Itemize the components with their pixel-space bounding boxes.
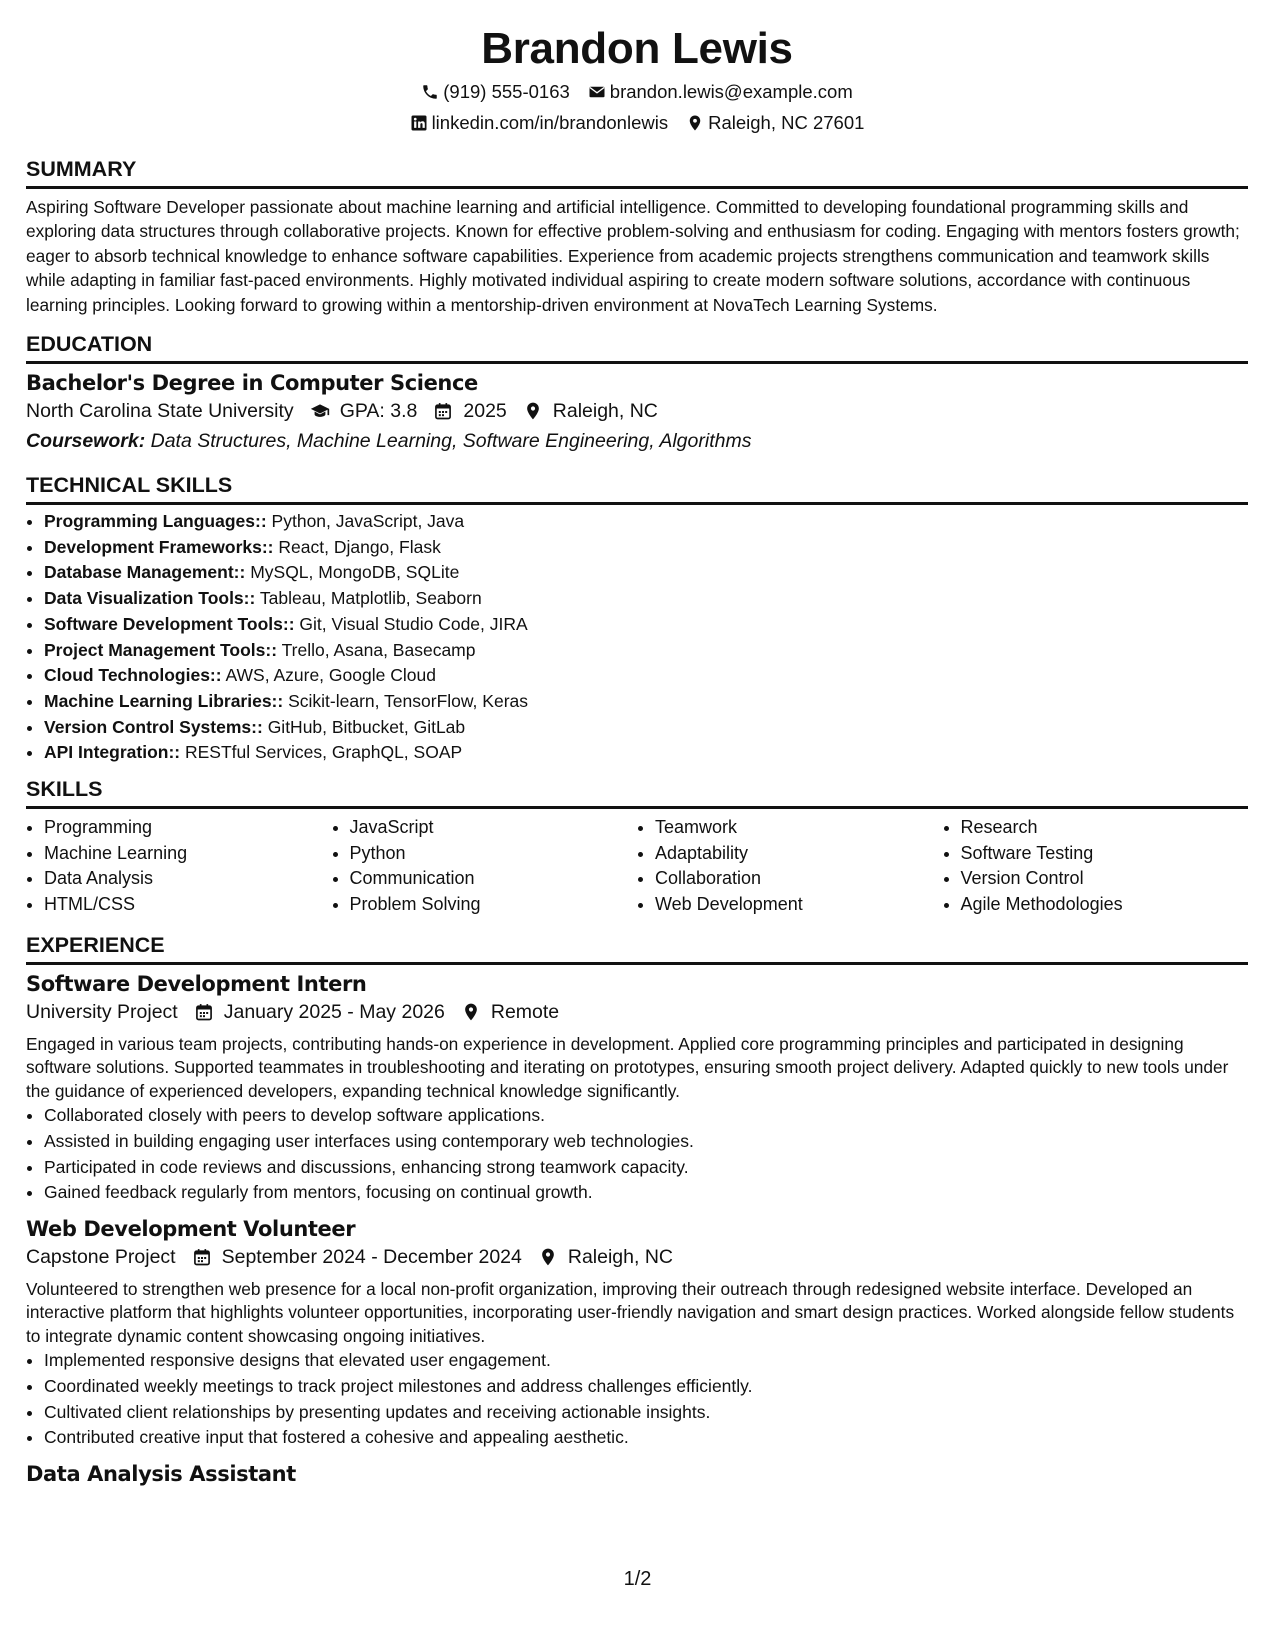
location-pin-icon (523, 401, 543, 421)
list-item: • Communication (350, 866, 638, 892)
page-number: 1/2 (623, 1568, 652, 1590)
experience-bullets (26, 1103, 1248, 1206)
calendar-icon (433, 401, 453, 421)
education-meta (26, 396, 1248, 426)
experience-bullets (26, 1348, 1248, 1451)
graduation-cap-icon (310, 401, 330, 421)
linkedin-icon (410, 114, 428, 132)
location-pin-icon (461, 1002, 481, 1022)
education-location: Raleigh, NC (552, 400, 658, 423)
summary-text: Aspiring Software Developer passionate about machine learning and artificial intelligence. Committed to developing foundational programming skills and exploring data structures through collaborative projects. Known for effective problem-solving and enthusiasm for coding. Engaging with mentors fosters growth; eager to absorb technical knowledge to enhance software capabilities. Experience from academic projects strengthens communication and teamwork skills while adapting in familiar fast-paced environments. Highly motivated individual aspiring to create modern software solutions, accordance with continuous learning principles. Looking forward to growing within a mentorship-driven environment at NovaTech Learning Systems. (26, 197, 1240, 315)
coursework-list: Data Structures, Machine Learning, Software Engineering, Algorithms (150, 430, 752, 453)
organization: University Project (26, 1000, 178, 1023)
list-item (44, 663, 1248, 689)
list-item: • Agile Methodologies (961, 892, 1249, 918)
phone-icon (421, 83, 439, 101)
list-item: • Version Control (961, 866, 1249, 892)
skill-label: Database Management:: (44, 562, 246, 583)
experience-meta (26, 997, 1248, 1027)
list-item: • JavaScript (350, 815, 638, 841)
resume-page (26, 22, 1248, 1487)
experience-description: Volunteered to strengthen web presence for a local non-profit organization, improving their outreach through redesigned website interface. Developed an interactive platform that highlights volunteer opportunities, incorporating user-friendly navigation and smart design practices. Worked alongside fellow students to integrate dynamic content showcasing ongoing initiatives. (26, 1278, 1235, 1346)
skill-label: Development Frameworks:: (44, 536, 274, 557)
school-name: North Carolina State University (26, 400, 294, 423)
list-item: • Collaborated closely with peers to develop software applications. (44, 1103, 1248, 1129)
role-title: Software Development Intern (26, 971, 367, 996)
coursework-line (26, 426, 1248, 456)
list-item (44, 689, 1248, 715)
list-item: • Programming (44, 815, 332, 841)
candidate-name: Brandon Lewis (481, 24, 793, 73)
list-item: • Participated in code reviews and discussions, enhancing strong teamwork capacity. (44, 1155, 1248, 1181)
skill-label: Machine Learning Libraries:: (44, 690, 284, 711)
contact-phone (421, 81, 570, 103)
skills-column (26, 815, 332, 918)
skill-value: Tableau, Matplotlib, Seaborn (259, 588, 482, 609)
list-item (44, 509, 1248, 535)
degree-title: Bachelor's Degree in Computer Science (26, 371, 478, 396)
skill-value: GitHub, Bitbucket, GitLab (267, 716, 466, 737)
list-item: • HTML/CSS (44, 892, 332, 918)
list-item: • Research (961, 815, 1249, 841)
summary-heading: SUMMARY (26, 156, 1248, 189)
list-item: • Software Testing (961, 841, 1249, 867)
list-item: • Collaboration (655, 866, 943, 892)
skill-label: Version Control Systems:: (44, 716, 263, 737)
technical-skills-heading: TECHNICAL SKILLS (26, 472, 1248, 505)
skill-label: API Integration:: (44, 742, 181, 763)
skill-value: Git, Visual Studio Code, JIRA (299, 613, 528, 634)
education-heading: EDUCATION (26, 331, 1248, 364)
email-icon (588, 83, 606, 101)
technical-skills-section (26, 472, 1248, 766)
location-pin-icon (686, 114, 704, 132)
list-item: • Adaptability (655, 841, 943, 867)
skills-section (26, 776, 1248, 918)
experience-description: Engaged in various team projects, contributing hands-on experience in development. Applied core programming principles and participated in designing software solutions. Supported teammates in troubleshooting and iterating on prototypes, ensuring smooth project delivery. Adapted quickly to new tools under the guidance of experienced developers, expanding technical knowledge significantly. (26, 1033, 1229, 1101)
linkedin-text: linkedin.com/in/brandonlewis (431, 111, 669, 133)
education-section (26, 331, 1248, 456)
contact-email[interactable] (588, 81, 853, 103)
list-item: • Contributed creative input that fostered a cohesive and appealing aesthetic. (44, 1425, 1248, 1451)
skill-label: Programming Languages:: (44, 511, 267, 532)
list-item: • Assisted in building engaging user interfaces using contemporary web technologies. (44, 1129, 1248, 1155)
experience-section (26, 932, 1248, 1487)
experience-location: Raleigh, NC (567, 1245, 673, 1268)
organization: Capstone Project (26, 1245, 176, 1268)
skills-column (637, 815, 943, 918)
calendar-icon (194, 1002, 214, 1022)
next-role-title: Data Analysis Assistant (26, 1461, 296, 1486)
list-item: • Implemented responsive designs that elevated user engagement. (44, 1348, 1248, 1374)
list-item: • Problem Solving (350, 892, 638, 918)
contact-location (686, 112, 864, 134)
list-item: • Data Analysis (44, 866, 332, 892)
skills-column (332, 815, 638, 918)
list-item: • Python (350, 841, 638, 867)
list-item (44, 535, 1248, 561)
list-item (44, 740, 1248, 766)
gpa-text: GPA: 3.8 (339, 400, 418, 423)
skill-value: Trello, Asana, Basecamp (281, 639, 476, 660)
skills-grid (26, 815, 1248, 918)
role-title: Web Development Volunteer (26, 1216, 356, 1241)
skills-heading: SKILLS (26, 776, 1248, 809)
contact-linkedin[interactable] (410, 112, 669, 134)
skill-value: Scikit-learn, TensorFlow, Keras (288, 690, 529, 711)
location-pin-icon (538, 1247, 558, 1267)
list-item (44, 638, 1248, 664)
experience-entry (26, 971, 1248, 1206)
skill-value: Python, JavaScript, Java (271, 511, 465, 532)
skill-value: AWS, Azure, Google Cloud (225, 665, 436, 686)
list-item (44, 560, 1248, 586)
list-item (44, 586, 1248, 612)
location-text: Raleigh, NC 27601 (708, 111, 865, 133)
graduation-year: 2025 (463, 400, 507, 423)
list-item: • Gained feedback regularly from mentors, focusing on continual growth. (44, 1180, 1248, 1206)
list-item: • Machine Learning (44, 841, 332, 867)
date-range: September 2024 - December 2024 (221, 1245, 522, 1268)
skill-label: Cloud Technologies:: (44, 665, 222, 686)
skills-column (943, 815, 1249, 918)
skill-label: Data Visualization Tools:: (44, 588, 256, 609)
experience-location: Remote (490, 1000, 560, 1023)
skill-label: Software Development Tools:: (44, 613, 295, 634)
list-item: • Web Development (655, 892, 943, 918)
experience-entry (26, 1216, 1248, 1451)
date-range: January 2025 - May 2026 (223, 1000, 445, 1023)
calendar-icon (192, 1247, 212, 1267)
contact-line-2 (26, 107, 1248, 138)
skill-value: React, Django, Flask (278, 536, 441, 557)
skill-label: Project Management Tools:: (44, 639, 278, 660)
list-item (44, 715, 1248, 741)
list-item (44, 612, 1248, 638)
skill-value: MySQL, MongoDB, SQLite (250, 562, 460, 583)
contact-line-1 (26, 76, 1248, 107)
email-text: brandon.lewis@example.com (609, 80, 853, 102)
phone-text: (919) 555-0163 (443, 80, 570, 102)
coursework-label: Coursework: (26, 430, 146, 453)
technical-skills-list (26, 509, 1248, 766)
experience-meta (26, 1242, 1248, 1272)
list-item: • Coordinated weekly meetings to track project milestones and address challenges efficiently. (44, 1374, 1248, 1400)
experience-heading: EXPERIENCE (26, 932, 1248, 965)
summary-section (26, 156, 1248, 317)
list-item: • Cultivated client relationships by presenting updates and receiving actionable insights. (44, 1400, 1248, 1426)
list-item: • Teamwork (655, 815, 943, 841)
skill-value: RESTful Services, GraphQL, SOAP (184, 742, 463, 763)
